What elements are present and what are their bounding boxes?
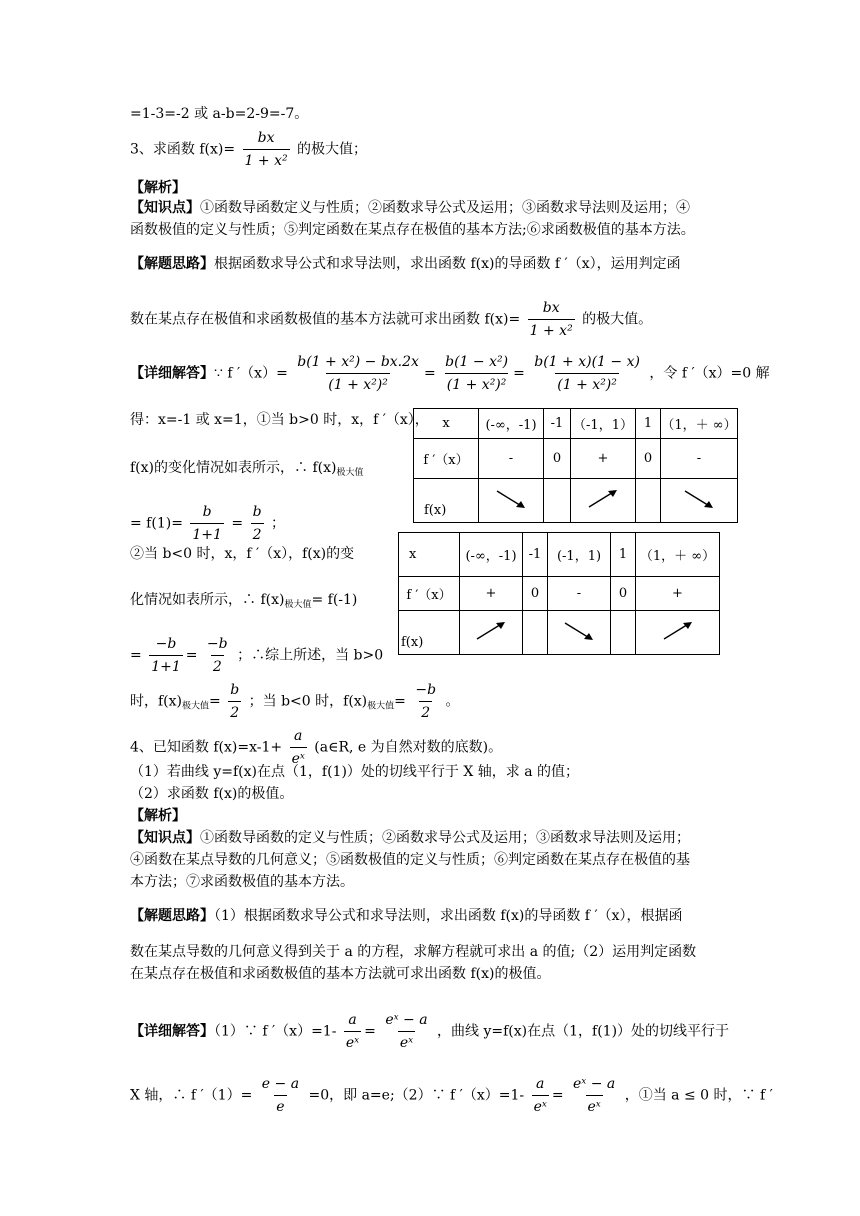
fraction: $\frac{-b}{2}$ — [415, 682, 437, 721]
text-line: 数在某点存在极值和求函数极值的基本方法就可求出函数 f(x)= $\frac{bx}{\text{1 + x²}}$ 的极大值。 — [130, 300, 653, 339]
table-cell: f ′（x） — [414, 439, 479, 479]
table-cell: 0 — [611, 577, 636, 611]
table-cell — [523, 611, 548, 655]
solution-approach: 【解题思路】（1）根据函数求导公式和求导法则，求出函数 f(x)的导函数 f ′（x），根据函 — [130, 908, 683, 924]
section-heading: 【解析】 — [130, 808, 186, 824]
table-cell: + — [636, 577, 720, 611]
table-cell: f(x) — [399, 611, 460, 655]
variation-table-b-negative — [398, 532, 720, 655]
arrow-cell — [636, 611, 720, 655]
decreasing-arrow-icon — [681, 487, 717, 511]
detailed-answer: 【详细解答】∵ f ′（x）= $\frac{\text{b(1 + x²) − bx.2x}}{\text{(1 + x²)²}}$ = $\frac{\text{b(1 − x²)}}{\text{(1 + x²)²}}$ = $\frac{b(1 + x)(1 - x)}{\text{(1 + x²)²}}$ ，令 f ′（x）=0 解 — [130, 354, 770, 393]
fraction: $\frac{b}{2}$ — [230, 682, 240, 721]
fraction: $\frac{a}{\text{eˣ}}$ — [533, 1076, 547, 1115]
table-cell: -1 — [544, 409, 571, 439]
table-cell: (-1，1) — [548, 533, 611, 577]
decreasing-arrow-icon — [493, 487, 529, 511]
text-line: 化情况如表所示，∴ $f(x)_{极大值}= f(-1)$ — [130, 592, 358, 610]
table-cell: + — [460, 577, 523, 611]
text-line: = f(1)= $\frac{b}{1+1}$ = $\frac{b}{2}$ ； — [130, 504, 285, 543]
fraction: $\frac{\text{b(1 + x²) − bx.2x}}{\text{(1 + x²)²}}$ — [297, 354, 419, 393]
table-cell: （-1，1） — [571, 409, 636, 439]
text-line: ④函数在某点导数的几何意义；⑤函数极值的定义与性质；⑥判定函数在某点存在极值的基 — [130, 852, 690, 868]
text-line: （1）若曲线 y=f(x)在点（1，f(1)）处的切线平行于 X 轴，求 a 的值； — [130, 764, 580, 780]
fraction: $\frac{-b}{2}$ — [206, 636, 228, 675]
fraction: $\frac{a}{\text{eˣ}}$ — [345, 1012, 360, 1051]
knowledge-points: 【知识点】①函数导函数定义与性质；②函数求导公式及运用；③函数求导法则及运用；④ — [130, 200, 690, 216]
text-line: X 轴，∴ f ′（1）= $\frac{e - a}{e}$ =0，即 a=e;（2）∵ f ′（x）=1- $\frac{a}{\text{eˣ}}$ = $\frac{\text{eˣ − a}}{\text{eˣ}}$ ，①当 a ≤ 0 时，∵ f ′ — [130, 1076, 773, 1115]
arrow-cell — [571, 479, 636, 523]
table-cell: (-∞，-1) — [460, 533, 523, 577]
table-cell: - — [479, 439, 544, 479]
fraction: $\frac{bx}{\text{1 + x²}}$ — [529, 300, 573, 339]
text-line: （2）求函数 f(x)的极值。 — [130, 786, 294, 802]
table-cell: 1 — [636, 409, 661, 439]
fraction: $\frac{bx}{\text{1 + x²}}$ — [244, 130, 288, 169]
section-heading: 【解析】 — [130, 180, 186, 196]
table-cell: f ′（x） — [399, 577, 460, 611]
table-cell: - — [661, 439, 738, 479]
text-line: f(x)的变化情况如表所示，∴ $f(x)_{极大值}$ — [130, 460, 364, 478]
table-cell: - — [548, 577, 611, 611]
table-cell: 0 — [544, 439, 571, 479]
increasing-arrow-icon — [585, 487, 621, 511]
table-cell: 1 — [611, 533, 636, 577]
knowledge-points: 【知识点】①函数导函数的定义与性质；②函数求导公式及运用；③函数求导法则及运用； — [130, 830, 690, 846]
solution-approach: 【解题思路】根据函数求导公式和求导法则，求出函数 f(x)的导函数 f ′（x），运用判定函 — [130, 256, 681, 272]
text-line: 时，$f(x)_{极大值}=$ $\frac{b}{2}$ ；当 b<0 时，$f(x)_{极大值}=$ $\frac{-b}{2}$ 。 — [130, 682, 460, 721]
table-cell: 0 — [636, 439, 661, 479]
text-line: =1-3=-2 或 a-b=2-9=-7。 — [130, 106, 309, 122]
text-line: 在某点存在极值和求函数极值的基本方法就可求出函数 f(x)的极值。 — [130, 966, 551, 982]
increasing-arrow-icon — [473, 619, 509, 643]
fraction: $\frac{-b}{1+1}$ — [151, 636, 181, 675]
table-cell: （1，＋ ∞） — [636, 533, 720, 577]
problem-3-statement: 3、求函数 f(x)= $\frac{bx}{\text{1 + x²}}$ 的极大值； — [130, 130, 368, 169]
table-cell: （1，＋ ∞） — [661, 409, 738, 439]
detailed-answer: 【详细解答】（1）∵ f ′（x）=1- $\frac{a}{\text{eˣ}}$ = $\frac{\text{eˣ − a}}{\text{eˣ}}$ ，曲线 y=f(x)在点（1，f(1)）处的切线平行于 — [130, 1012, 730, 1051]
table-cell — [611, 611, 636, 655]
decreasing-arrow-icon — [561, 619, 597, 643]
fraction: $\frac{b}{1+1}$ — [192, 504, 222, 543]
table-cell: (-∞，-1) — [479, 409, 544, 439]
table-cell: + — [571, 439, 636, 479]
arrow-cell — [479, 479, 544, 523]
table-cell — [544, 479, 571, 523]
problem-4-statement: 4、已知函数 f(x)=x-1+ $\frac{a}{\text{eˣ}}$ (a∈R, e 为自然对数的底数)。 — [130, 728, 503, 767]
text-line: ②当 b<0 时，x，f ′（x），f(x)的变 — [130, 546, 355, 562]
fraction: $\frac{b}{2}$ — [252, 504, 262, 543]
table-cell: f(x) — [414, 479, 479, 523]
table-cell — [636, 479, 661, 523]
fraction: $\frac{e - a}{e}$ — [261, 1076, 300, 1115]
variation-table-b-positive — [413, 408, 738, 523]
text-line: 数在某点导数的几何意义得到关于 a 的方程，求解方程就可求出 a 的值;（2）运用判定函数 — [130, 944, 697, 960]
table-cell: -1 — [523, 533, 548, 577]
text-line: = $\frac{-b}{1+1}$ = $\frac{-b}{2}$ ；∴综上所述，当 b>0 — [130, 636, 384, 675]
table-cell: 0 — [523, 577, 548, 611]
increasing-arrow-icon — [660, 619, 696, 643]
text-line: 本方法；⑦求函数极值的基本方法。 — [130, 874, 354, 890]
table-cell: x — [399, 533, 460, 577]
fraction: $\frac{\text{eˣ − a}}{\text{eˣ}}$ — [573, 1076, 616, 1115]
arrow-cell — [460, 611, 523, 655]
arrow-cell — [661, 479, 738, 523]
table-cell: x — [414, 409, 479, 439]
text-line: 函数极值的定义与性质；⑤判定函数在某点存在极值的基本方法;⑥求函数极值的基本方法。 — [130, 222, 695, 238]
text-line: 得：x=-1 或 x=1，①当 b>0 时，x，f ′（x）， — [130, 412, 429, 428]
arrow-cell — [548, 611, 611, 655]
fraction: $\frac{\text{eˣ − a}}{\text{eˣ}}$ — [385, 1012, 428, 1051]
fraction: $\frac{b(1 + x)(1 - x)}{\text{(1 + x²)²}}$ — [534, 354, 640, 393]
fraction: $\frac{\text{b(1 − x²)}}{\text{(1 + x²)²}}$ — [445, 354, 509, 393]
fraction: $\frac{a}{\text{eˣ}}$ — [291, 728, 305, 767]
